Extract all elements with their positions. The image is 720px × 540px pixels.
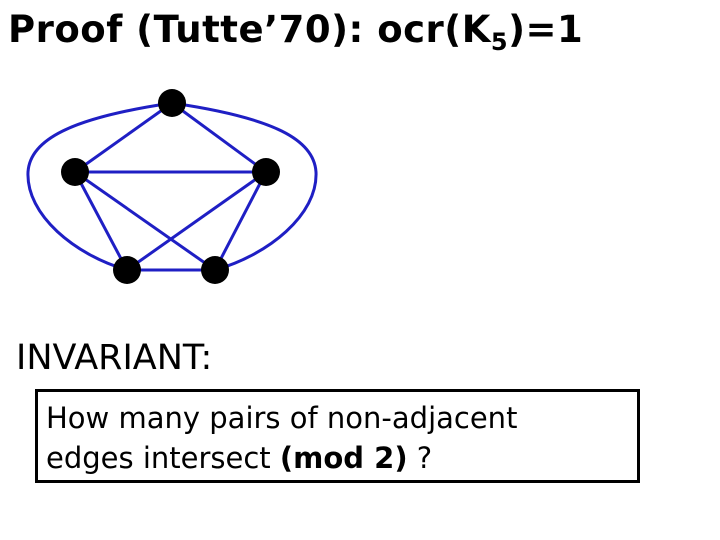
vertex-bottom-right xyxy=(201,256,229,284)
edges xyxy=(28,103,316,270)
question-line-1: How many pairs of non-adjacent xyxy=(46,401,518,435)
question-line-2-start: edges intersect xyxy=(46,441,280,475)
question-line-2 xyxy=(46,438,629,478)
question-mod2: (mod 2) xyxy=(279,441,408,475)
vertex-left xyxy=(61,158,89,186)
vertex-bottom-left xyxy=(113,256,141,284)
edge-right-bottom-right xyxy=(215,172,266,270)
edge-top-bottom-left xyxy=(28,103,172,270)
title-subscript: 5 xyxy=(490,28,509,56)
title-main: Proof (Tutte’70): ocr(K xyxy=(8,8,491,51)
vertex-top xyxy=(158,89,186,117)
edge-top-left xyxy=(75,103,172,172)
vertex-right xyxy=(252,158,280,186)
edge-left-bottom-left xyxy=(75,172,127,270)
question-line-2-end: ? xyxy=(407,441,433,475)
invariant-label: INVARIANT: xyxy=(16,338,213,378)
question-box xyxy=(35,389,640,483)
edge-top-right xyxy=(172,103,266,172)
title-tail: )=1 xyxy=(508,8,584,51)
